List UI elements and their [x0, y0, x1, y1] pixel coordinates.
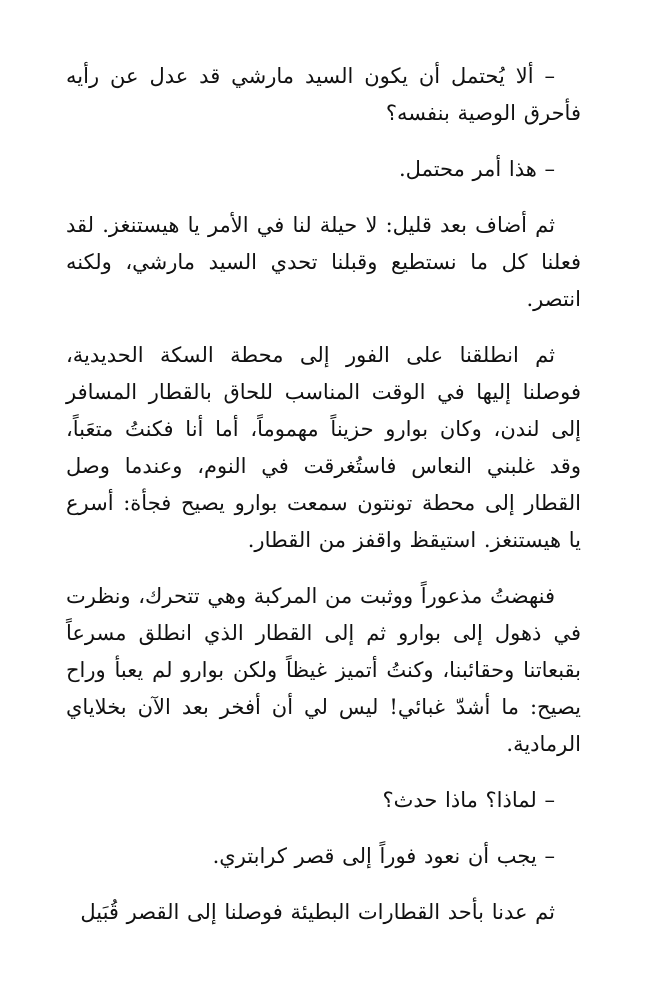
book-page — [66, 58, 581, 931]
paragraph-narration: ثم انطلقنا على الفور إلى محطة السكة الحديدية، فوصلنا إليها في الوقت المناسب للحاق بالقطار المسافر إلى لندن، وكان بوارو حزيناً مهموماً، أما أنا فكنتُ متعَباً، وقد غلبني النعاس فاستُغرقت في النوم، وعندما وصل القطار إلى محطة تونتون سمعت بوارو يصيح فجأة: أسرع يا هيستنغز. استيقظ واقفز من القطار. — [66, 343, 581, 552]
paragraph-dialogue-question: – ألا يُحتمل أن يكون السيد مارشي قد عدل عن رأيه فأحرق الوصية بنفسه؟ — [66, 64, 581, 125]
paragraph-dialogue-answer: – يجب أن نعود فوراً إلى قصر كرابتري. — [212, 844, 555, 868]
paragraph-dialogue-question: – لماذا؟ ماذا حدث؟ — [382, 788, 555, 812]
paragraph-narration: ثم عدنا بأحد القطارات البطيئة فوصلنا إلى القصر قُبَيل — [80, 900, 555, 924]
paragraph-narration: ثم أضاف بعد قليل: لا حيلة لنا في الأمر يا هيستنغز. لقد فعلنا كل ما نستطيع وقبلنا تحدي السيد مارشي، ولكنه انتصر. — [66, 213, 581, 311]
paragraph-narration: فنهضتُ مذعوراً ووثبت من المركبة وهي تتحرك، ونظرت في ذهول إلى بوارو ثم إلى القطار الذي انطلق مسرعاً بقبعاتنا وحقائبنا، وكنتُ أتميز غيظاً ولكن بوارو لم يعبأ وراح يصيح: ما أشدّ غبائي! ليس لي أن أفخر بعد الآن بخلاياي الرمادية. — [66, 584, 581, 756]
paragraph-dialogue-answer: – هذا أمر محتمل. — [399, 157, 555, 181]
